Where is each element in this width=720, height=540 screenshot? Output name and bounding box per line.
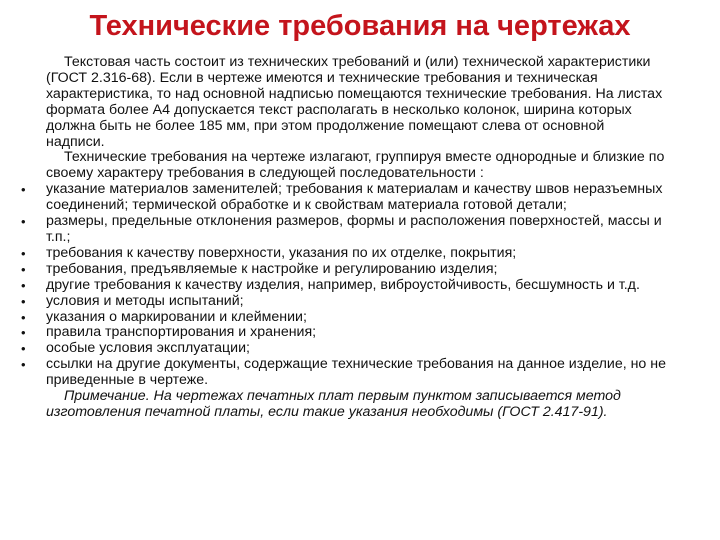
note-paragraph (46, 389, 666, 421)
intro-paragraph: Текстовая часть состоит из технических требований и (или) технической характеристики (ГОСТ 2.316-68). Если в чертеже имеются и технические требования и техническая характеристика, то над основной надписью помещаются технические требования. На листах формата более А4 допускается текст располагать в несколько колонок, ширина которых должна быть не более 185 мм, при этом продолжение помещают слева от основной надписи. (46, 54, 663, 150)
list-item: • требования к качеству поверхности, указания по их отделке, покрытия; (46, 246, 666, 262)
list-item: • указания о маркировании и клеймении; (46, 310, 666, 326)
note-label: Примечание. (64, 388, 150, 405)
slide-content (46, 55, 666, 421)
list-item: • ссылки на другие документы, содержащие технические требования на данное изделие, но не приведенные в чертеже. (46, 357, 666, 389)
list-item: • требования, предъявляемые к настройке и регулированию изделия; (46, 262, 666, 278)
list-item: • размеры, предельные отклонения размеров, формы и расположения поверхностей, массы и т.п.; (46, 214, 666, 246)
list-item: • другие требования к качеству изделия, например, виброустойчивость, бесшумность и т.д. (46, 278, 666, 294)
list-item: • правила транспортирования и хранения; (46, 325, 666, 341)
list-item: • особые условия эксплуатации; (46, 341, 666, 357)
slide-title: Технические требования на чертежах (89, 10, 631, 42)
list-item: • указание материалов заменителей; требования к материалам и качеству швов неразъемных соединений; термической обработке и к свойствам материала готовой детали; (46, 182, 666, 214)
order-paragraph: Технические требования на чертеже излагают, группируя вместе однородные и близкие по своему характеру требования в следующей последовательности : (46, 149, 665, 182)
list-item: • условия и методы испытаний; (46, 294, 666, 310)
requirements-list (46, 182, 666, 389)
note-text: На чертежах печатных плат первым пунктом записывается метод изготовления печатной платы, если такие указания необходимы (ГОСТ 2.417-91). (46, 388, 621, 420)
